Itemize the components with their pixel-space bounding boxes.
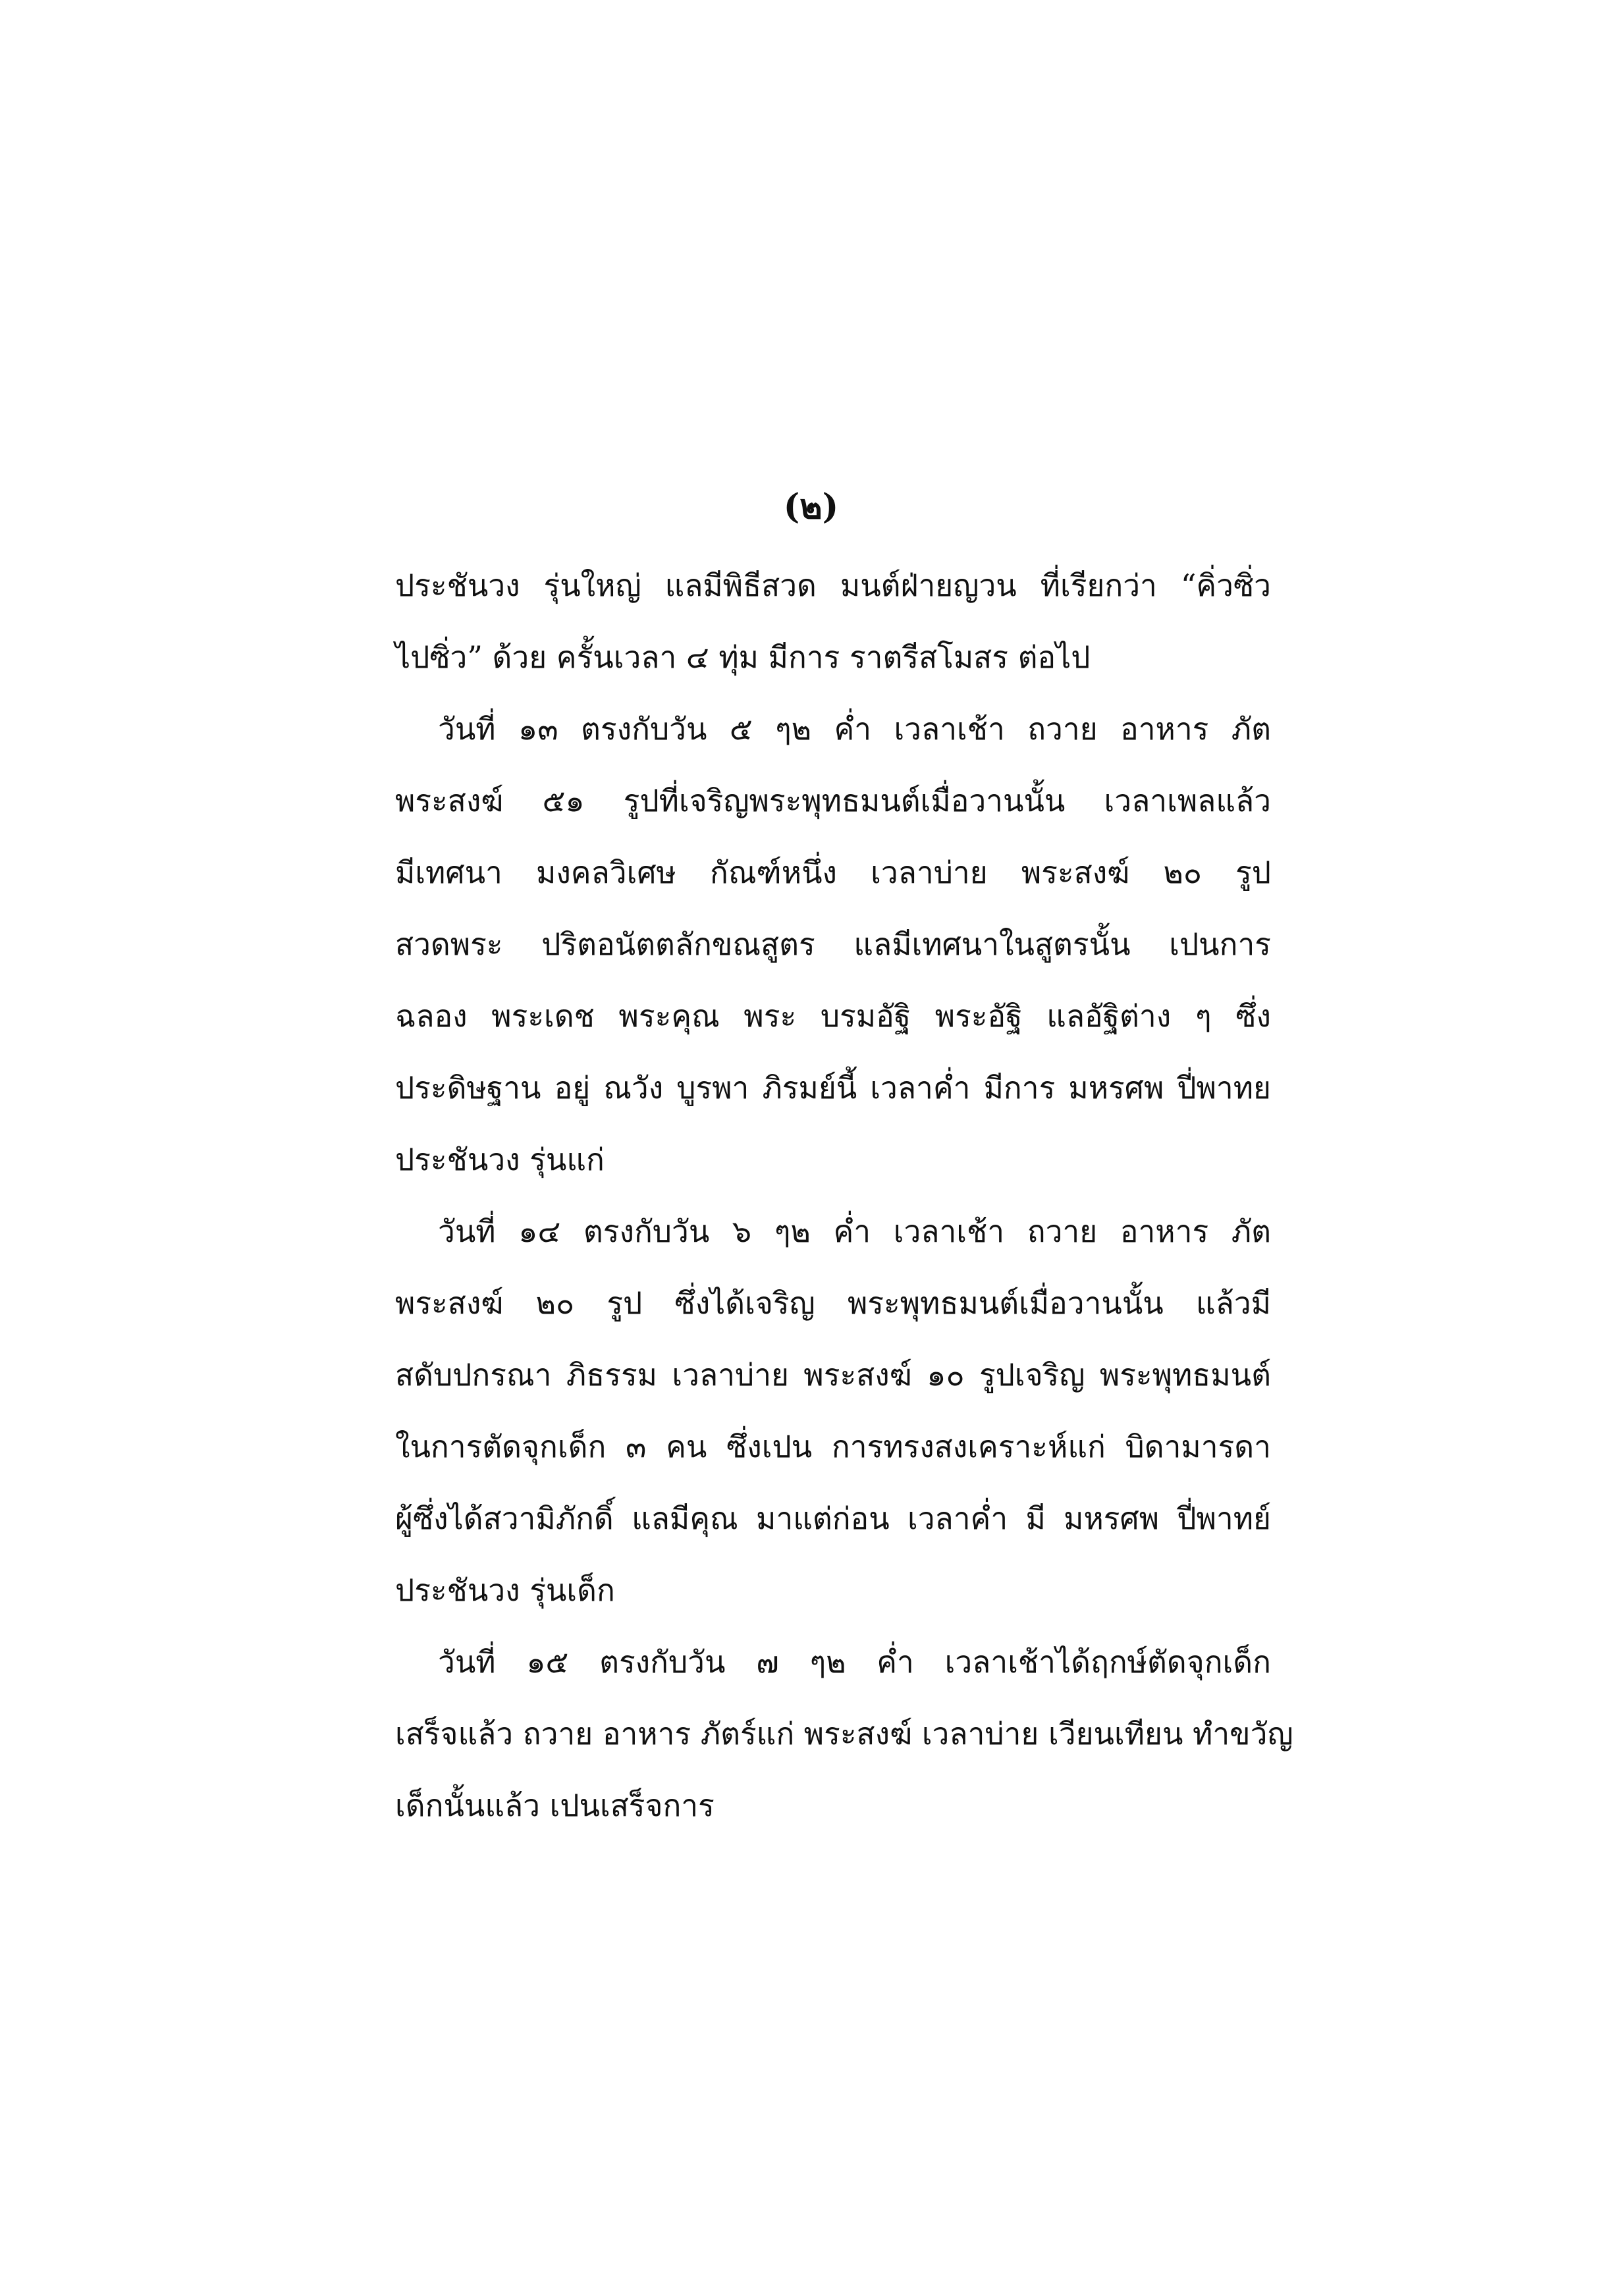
text-line: วันที่ ๑๔ ตรงกับวัน ๖ ๆ๒ ค่ำ เวลาเช้า ถวาย อาหาร ภัต xyxy=(438,1214,1271,1249)
text-line: ฉลอง พระเดช พระคุณ พระ บรมอัฐิ พระอัฐิ แลอัฐิต่าง ๆ ซึ่ง xyxy=(395,998,1271,1034)
text-line: เสร็จแล้ว ถวาย อาหาร ภัตร์แก่ พระสงฆ์ เวลาบ่าย เวียนเทียน ทำขวัญ xyxy=(395,1716,1293,1751)
text-line: สวดพระ ปริตอนัตตลักขณสูตร แลมีเทศนาในสูตรนั้น เปนการ xyxy=(395,926,1271,962)
text-line: วันที่ ๑๓ ตรงกับวัน ๕ ๆ๒ ค่ำ เวลาเช้า ถวาย อาหาร ภัต xyxy=(438,711,1271,747)
text-line: วันที่ ๑๕ ตรงกับวัน ๗ ๆ๒ ค่ำ เวลาเช้าได้ฤกษ์ตัดจุกเด็ก xyxy=(438,1644,1271,1680)
text-line: ในการตัดจุกเด็ก ๓ คน ซึ่งเปน การทรงสงเคราะห์แก่ บิดามารดา xyxy=(395,1429,1271,1464)
text-line: ไปซิ่ว” ด้วย ครั้นเวลา ๔ ทุ่ม มีการ ราตรีสโมสร ต่อไป xyxy=(395,639,1091,675)
text-line: ประชันวง รุ่นเด็ก xyxy=(395,1572,615,1608)
text-line: สดับปกรณา ภิธรรม เวลาบ่าย พระสงฆ์ ๑๐ รูปเจริญ พระพุทธมนต์ xyxy=(395,1357,1271,1393)
text-line: ประดิษฐาน อยู่ ณวัง บูรพา ภิรมย์นี้ เวลาค่ำ มีการ มหรศพ ปี่พาทย xyxy=(395,1070,1271,1106)
text-line: ประชันวง รุ่นใหญ่ แลมีพิธีสวด มนต์ฝ่ายญวน ที่เรียกว่า “คิ่วซิ่ว xyxy=(395,568,1271,603)
text-line: พระสงฆ์ ๒๐ รูป ซึ่งได้เจริญ พระพุทธมนต์เมื่อวานนั้น แล้วมี xyxy=(395,1285,1271,1321)
text-line: เด็กนั้นแล้ว เปนเสร็จการ xyxy=(395,1788,715,1823)
text-line: ผู้ซึ่งได้สวามิภักดิ์ แลมีคุณ มาแต่ก่อน เวลาค่ำ มี มหรศพ ปี่พาทย์ xyxy=(395,1501,1271,1536)
page-number: (๒) xyxy=(783,487,839,527)
text-line: ประชันวง รุ่นแก่ xyxy=(395,1142,605,1177)
body-text xyxy=(395,550,1293,1842)
text-line: มีเทศนา มงคลวิเศษ กัณฑ์หนึ่ง เวลาบ่าย พระสงฆ์ ๒๐ รูป xyxy=(395,855,1271,890)
text-line: พระสงฆ์ ๕๑ รูปที่เจริญพระพุทธมนต์เมื่อวานนั้น เวลาเพลแล้ว xyxy=(395,783,1271,818)
